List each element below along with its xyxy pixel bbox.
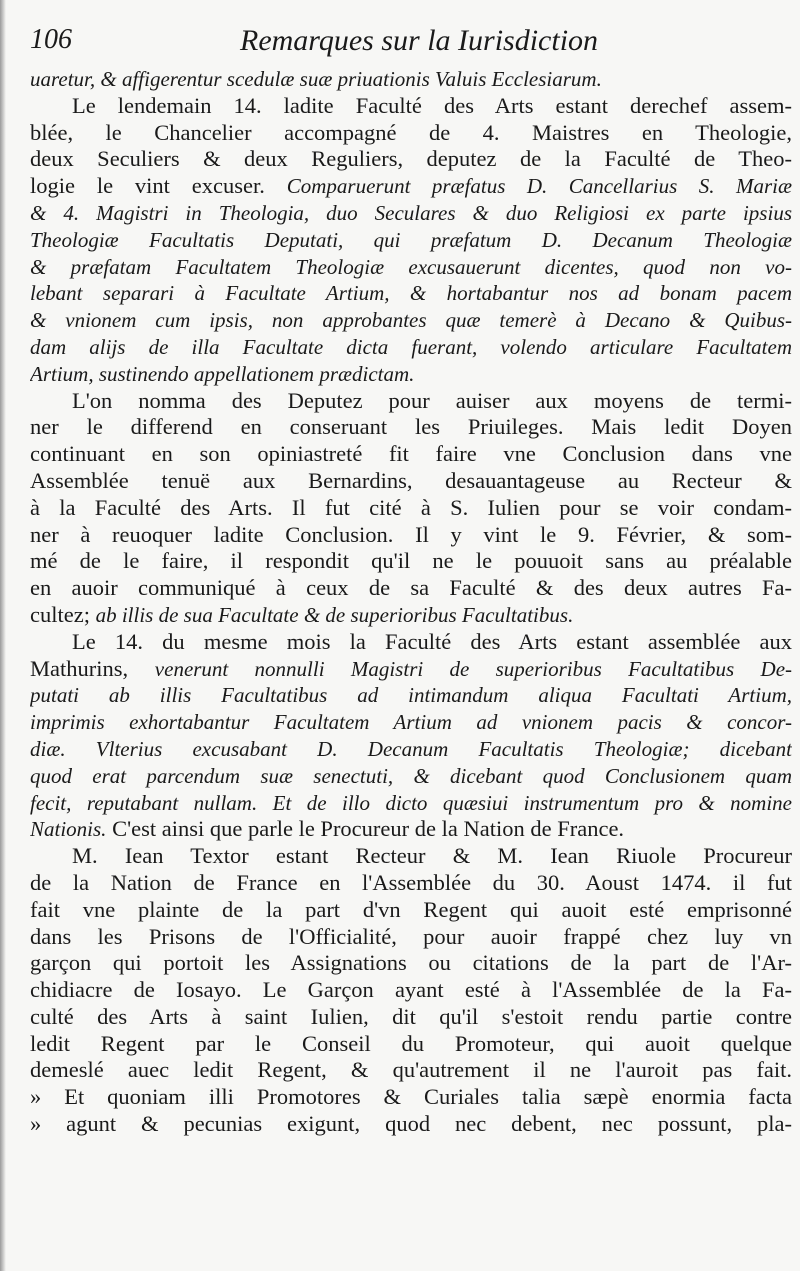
latin-quote: Nationis. bbox=[30, 817, 107, 842]
running-title: Remarques sur la Iurisdiction bbox=[240, 24, 599, 57]
text-line bbox=[30, 656, 792, 683]
text-line bbox=[30, 227, 792, 254]
latin-quote: Artium, sustinendo appellationem prædictam. bbox=[30, 361, 415, 386]
french-text: ner le differend en conseruant les Priuileges. Mais ledit Doyen bbox=[30, 414, 792, 440]
text-line bbox=[30, 414, 792, 441]
text-line bbox=[30, 1057, 792, 1084]
french-text: cultez; bbox=[30, 601, 96, 627]
latin-quote: Theologiæ Facultatis Deputati, qui præfatum D. Decanum Theologiæ bbox=[30, 227, 792, 252]
french-text: ledit Regent par le Conseil du Promoteur, qui auoit quelque bbox=[30, 1030, 792, 1056]
text-line bbox=[30, 468, 792, 495]
latin-quote: Comparuerunt præfatus D. Cancellarius S. Mariæ bbox=[286, 174, 792, 199]
text-line bbox=[30, 1084, 792, 1111]
latin-quote: & præfatam Facultatem Theologiæ excusauerunt dicentes, quod non vo- bbox=[30, 254, 792, 279]
text-line bbox=[30, 200, 792, 227]
latin-quote: diæ. Vlterius excusabant D. Decanum Facultatis Theologiæ; dicebant bbox=[30, 736, 792, 761]
page-header bbox=[30, 18, 792, 66]
french-text: fait vne plainte de la part d'vn Regent qui auoit esté emprisonné bbox=[30, 896, 792, 922]
french-text: continuant en son opiniastreté fit faire vne Conclusion dans vne bbox=[30, 441, 792, 467]
text-line bbox=[30, 629, 792, 656]
text-line bbox=[30, 361, 792, 388]
french-text: chidiacre de Iosayo. Le Garçon ayant esté à l'Assemblée de la Fa- bbox=[30, 977, 792, 1003]
text-line bbox=[30, 870, 792, 897]
latin-quote: & 4. Magistri in Theologia, duo Seculares & duo Religiosi ex parte ipsius bbox=[30, 200, 792, 225]
french-text: ner à reuoquer ladite Conclusion. Il y vint le 9. Février, & som- bbox=[30, 521, 792, 547]
text-line bbox=[30, 254, 792, 281]
french-text: » agunt & pecunias exigunt, quod nec debent, nec possunt, pla- bbox=[30, 1111, 792, 1137]
french-text: L'on nomma des Deputez pour auiser aux moyens de termi- bbox=[72, 387, 792, 413]
text-line bbox=[30, 120, 792, 147]
text-line bbox=[30, 924, 792, 951]
french-text: Le 14. du mesme mois la Faculté des Arts estant assemblée aux bbox=[72, 628, 792, 654]
latin-quote: quod erat parcendum suæ senectuti, & dicebant quod Conclusionem quam bbox=[30, 763, 792, 788]
french-text: en auoir communiqué à ceux de sa Faculté & des deux autres Fa- bbox=[30, 575, 792, 601]
french-text: à la Faculté des Arts. Il fut cité à S. Iulien pour se voir condam- bbox=[30, 494, 792, 520]
text-line bbox=[30, 548, 792, 575]
text-line bbox=[30, 682, 792, 709]
text-line bbox=[30, 763, 792, 790]
text-line bbox=[30, 709, 792, 736]
text-line bbox=[30, 977, 792, 1004]
latin-quote: uaretur, & affigerentur scedulæ suæ priuationis Valuis Ecclesiarum. bbox=[30, 67, 602, 91]
french-text: logie le vint excuser. bbox=[30, 173, 287, 199]
text-line bbox=[30, 280, 792, 307]
french-text: dans les Prisons de l'Officialité, pour auoir frappé chez luy vn bbox=[30, 923, 792, 949]
text-line bbox=[30, 441, 792, 468]
text-line bbox=[30, 1031, 792, 1058]
latin-quote: fecit, reputabant nullam. Et de illo dicto quæsiui instrumentum pro & nomine bbox=[30, 790, 792, 815]
french-text: Mathurins, bbox=[30, 655, 155, 681]
french-text: Le lendemain 14. ladite Faculté des Arts estant derechef assem- bbox=[72, 92, 792, 118]
text-line bbox=[30, 575, 792, 602]
french-text: culté des Arts à saint Iulien, dit qu'il s'estoit rendu partie contre bbox=[30, 1003, 792, 1029]
french-text: de la Nation de France en l'Assemblée du 30. Aoust 1474. il fut bbox=[30, 869, 792, 895]
text-line bbox=[30, 1111, 792, 1138]
french-text: Assemblée tenuë aux Bernardins, desauantageuse au Recteur & bbox=[30, 467, 792, 493]
french-text: » Et quoniam illi Promotores & Curiales talia sæpè enormia facta bbox=[30, 1084, 792, 1110]
text-line bbox=[30, 173, 792, 200]
latin-quote: dam alijs de illa Facultate dicta fuerant, volendo articulare Facultatem bbox=[30, 334, 792, 359]
text-line bbox=[30, 790, 792, 817]
text-line bbox=[30, 950, 792, 977]
french-text: deux Seculiers & deux Reguliers, deputez de la Faculté de Theo- bbox=[30, 146, 792, 172]
latin-quote: lebant separari à Facultate Artium, & hortabantur nos ad bonam pacem bbox=[30, 281, 792, 306]
text-line bbox=[30, 307, 792, 334]
text-line bbox=[30, 146, 792, 173]
text-line bbox=[30, 843, 792, 870]
latin-quote: putati ab illis Facultatibus ad intimandum aliqua Facultati Artium, bbox=[30, 683, 792, 708]
text-line bbox=[30, 522, 792, 549]
text-line bbox=[30, 897, 792, 924]
page-number: 106 bbox=[30, 24, 72, 55]
text-line bbox=[30, 66, 792, 93]
text-line bbox=[30, 736, 792, 763]
french-text: blée, le Chancelier accompagné de 4. Maistres en Theologie, bbox=[30, 119, 792, 145]
text-line bbox=[30, 602, 792, 629]
french-text: M. Iean Textor estant Recteur & M. Iean Riuole Procureur bbox=[72, 843, 792, 869]
french-text: mé de le faire, il respondit qu'il ne le pouuoit sans au préalable bbox=[30, 548, 792, 574]
text-line bbox=[30, 495, 792, 522]
french-text: C'est ainsi que parle le Procureur de la Nation de France. bbox=[106, 816, 625, 842]
body-text bbox=[30, 66, 792, 1138]
french-text: demeslé auec ledit Regent, & qu'autrement il ne l'auroit pas fait. bbox=[30, 1057, 792, 1083]
text-line bbox=[30, 93, 792, 120]
text-line bbox=[30, 388, 792, 415]
text-line bbox=[30, 816, 792, 843]
latin-quote: ab illis de sua Facultate & de superioribus Facultatibus. bbox=[95, 602, 574, 627]
text-line bbox=[30, 1004, 792, 1031]
latin-quote: venerunt nonnulli Magistri de superioribus Facultatibus De- bbox=[154, 656, 792, 681]
latin-quote: imprimis exhortabantur Facultatem Artium ad vnionem pacis & concor- bbox=[30, 710, 792, 735]
latin-quote: & vnionem cum ipsis, non approbantes quæ temerè à Decano & Quibus- bbox=[30, 308, 792, 333]
french-text: garçon qui portoit les Assignations ou citations de la part de l'Ar- bbox=[30, 950, 792, 976]
text-line bbox=[30, 334, 792, 361]
